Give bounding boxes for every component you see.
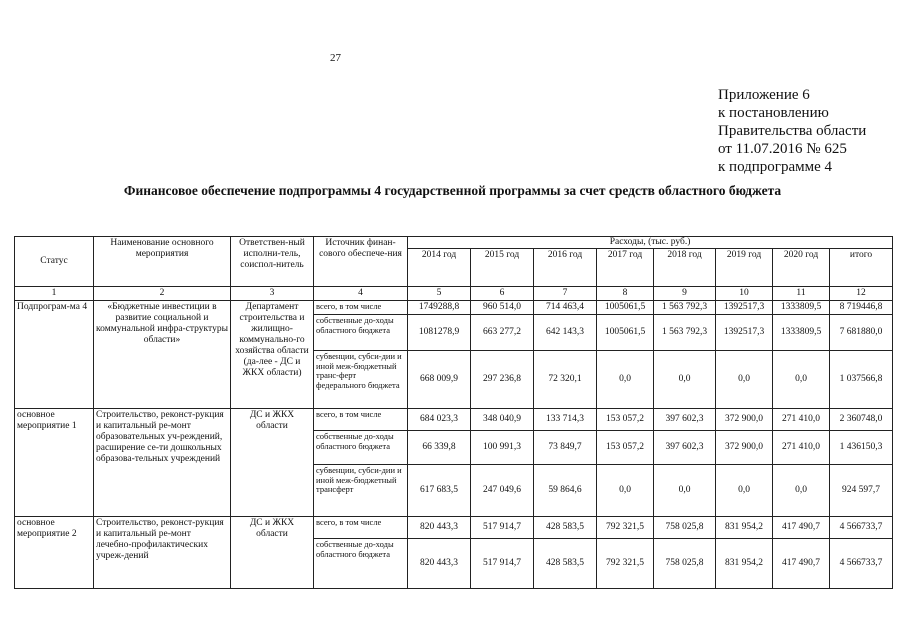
responsible-cell: ДС и ЖКХ области [231, 409, 314, 517]
value-cell: 820 443,3 [408, 539, 471, 589]
value-cell: 397 602,3 [654, 431, 716, 465]
value-cell: 831 954,2 [716, 539, 773, 589]
value-cell: 271 410,0 [773, 409, 830, 431]
source-cell: собственные до-ходы областного бюджета [314, 315, 408, 351]
value-cell: 1 563 792,3 [654, 315, 716, 351]
value-cell: 297 236,8 [471, 351, 534, 409]
source-cell: всего, в том числе [314, 409, 408, 431]
column-number: 11 [773, 287, 830, 301]
column-number: 6 [471, 287, 534, 301]
header-year: 2014 год [408, 249, 471, 287]
column-number: 1 [15, 287, 94, 301]
value-cell: 417 490,7 [773, 517, 830, 539]
total-cell: 2 360748,0 [830, 409, 893, 431]
total-cell: 4 566733,7 [830, 517, 893, 539]
value-cell: 417 490,7 [773, 539, 830, 589]
table-body [15, 301, 893, 589]
value-cell: 663 277,2 [471, 315, 534, 351]
source-cell: всего, в том числе [314, 517, 408, 539]
appendix-line: от 11.07.2016 № 625 [718, 141, 847, 157]
header-status: Статус [15, 237, 94, 287]
value-cell: 247 049,6 [471, 465, 534, 517]
activity-name-cell: Строительство, реконст-рукция и капитальный ре-монт образовательных уч-реждений, расширение се-ти дошкольных образова-тельных учреждений [94, 409, 231, 517]
total-cell: 1 436150,3 [830, 431, 893, 465]
value-cell: 792 321,5 [597, 539, 654, 589]
document-title: Финансовое обеспечение подпрограммы 4 государственной программы за счет средств областного бюджета [123, 183, 782, 198]
value-cell: 714 463,4 [534, 301, 597, 315]
total-cell: 1 037566,8 [830, 351, 893, 409]
budget-table [14, 236, 893, 589]
source-cell: собственные до-ходы областного бюджета [314, 431, 408, 465]
header-year: 2017 год [597, 249, 654, 287]
value-cell: 100 991,3 [471, 431, 534, 465]
value-cell: 0,0 [597, 351, 654, 409]
value-cell: 271 410,0 [773, 431, 830, 465]
value-cell: 820 443,3 [408, 517, 471, 539]
value-cell: 792 321,5 [597, 517, 654, 539]
column-number: 10 [716, 287, 773, 301]
status-cell: Подпрограм-ма 4 [15, 301, 94, 409]
header-year: 2019 год [716, 249, 773, 287]
column-number-row [15, 287, 893, 301]
value-cell: 1 563 792,3 [654, 301, 716, 315]
header-expenses: Расходы, (тыс. руб.) [408, 237, 893, 249]
activity-name-cell: «Бюджетные инвестиции в развитие социальной и коммунальной инфра-структуры области» [94, 301, 231, 409]
appendix-line: Приложение 6 [718, 87, 810, 103]
header-total: итого [830, 249, 893, 287]
value-cell: 372 900,0 [716, 409, 773, 431]
total-cell: 4 566733,7 [830, 539, 893, 589]
value-cell: 0,0 [654, 351, 716, 409]
responsible-cell: Департамент строительства и жилищно-коммунально-го хозяйства области (да-лее - ДС и ЖКХ области) [231, 301, 314, 409]
column-number: 7 [534, 287, 597, 301]
header-name: Наименование основного мероприятия [94, 237, 231, 287]
value-cell: 348 040,9 [471, 409, 534, 431]
value-cell: 133 714,3 [534, 409, 597, 431]
value-cell: 1333809,5 [773, 301, 830, 315]
header-year: 2016 год [534, 249, 597, 287]
value-cell: 153 057,2 [597, 431, 654, 465]
value-cell: 1392517,3 [716, 301, 773, 315]
value-cell: 0,0 [773, 351, 830, 409]
column-number: 2 [94, 287, 231, 301]
value-cell: 758 025,8 [654, 517, 716, 539]
value-cell: 960 514,0 [471, 301, 534, 315]
value-cell: 617 683,5 [408, 465, 471, 517]
header-source: Источник финан-сового обеспече-ния [314, 237, 408, 287]
value-cell: 1333809,5 [773, 315, 830, 351]
status-cell: основное мероприятие 2 [15, 517, 94, 589]
column-number: 4 [314, 287, 408, 301]
value-cell: 668 009,9 [408, 351, 471, 409]
table-row [15, 301, 893, 315]
value-cell: 73 849,7 [534, 431, 597, 465]
value-cell: 153 057,2 [597, 409, 654, 431]
total-cell: 8 719446,8 [830, 301, 893, 315]
total-cell: 924 597,7 [830, 465, 893, 517]
value-cell: 1005061,5 [597, 315, 654, 351]
value-cell: 831 954,2 [716, 517, 773, 539]
value-cell: 1005061,5 [597, 301, 654, 315]
appendix-line: к подпрограмме 4 [718, 159, 832, 175]
column-number: 3 [231, 287, 314, 301]
source-cell: субвенции, субси-дии и иной меж-бюджетный трансферт [314, 465, 408, 517]
value-cell: 0,0 [654, 465, 716, 517]
page-number: 27 [330, 52, 341, 64]
value-cell: 428 583,5 [534, 517, 597, 539]
value-cell: 0,0 [716, 465, 773, 517]
column-number: 5 [408, 287, 471, 301]
value-cell: 517 914,7 [471, 517, 534, 539]
value-cell: 0,0 [597, 465, 654, 517]
value-cell: 0,0 [716, 351, 773, 409]
header-year: 2020 год [773, 249, 830, 287]
appendix-line: к постановлению [718, 105, 829, 121]
value-cell: 397 602,3 [654, 409, 716, 431]
header-year: 2015 год [471, 249, 534, 287]
table-row [15, 409, 893, 431]
column-number: 8 [597, 287, 654, 301]
value-cell: 372 900,0 [716, 431, 773, 465]
value-cell: 684 023,3 [408, 409, 471, 431]
value-cell: 428 583,5 [534, 539, 597, 589]
value-cell: 59 864,6 [534, 465, 597, 517]
responsible-cell: ДС и ЖКХ области [231, 517, 314, 589]
table-row [15, 517, 893, 539]
value-cell: 66 339,8 [408, 431, 471, 465]
status-cell: основное мероприятие 1 [15, 409, 94, 517]
header-responsible: Ответствен-ный исполни-тель, соиспол-нитель [231, 237, 314, 287]
appendix-line: Правительства области [718, 123, 867, 139]
source-cell: всего, в том числе [314, 301, 408, 315]
source-cell: собственные до-ходы областного бюджета [314, 539, 408, 589]
source-cell: субвенции, субси-дии и иной меж-бюджетный транс-ферт федерального бюджета [314, 351, 408, 409]
total-cell: 7 681880,0 [830, 315, 893, 351]
column-number: 9 [654, 287, 716, 301]
header-year: 2018 год [654, 249, 716, 287]
value-cell: 517 914,7 [471, 539, 534, 589]
value-cell: 0,0 [773, 465, 830, 517]
value-cell: 72 320,1 [534, 351, 597, 409]
value-cell: 1749288,8 [408, 301, 471, 315]
table-header [15, 237, 893, 301]
value-cell: 1081278,9 [408, 315, 471, 351]
value-cell: 758 025,8 [654, 539, 716, 589]
appendix-note [718, 86, 866, 176]
column-number: 12 [830, 287, 893, 301]
value-cell: 642 143,3 [534, 315, 597, 351]
activity-name-cell: Строительство, реконст-рукция и капитальный ре-монт лечебно-профилактических учреж-дений [94, 517, 231, 589]
value-cell: 1392517,3 [716, 315, 773, 351]
